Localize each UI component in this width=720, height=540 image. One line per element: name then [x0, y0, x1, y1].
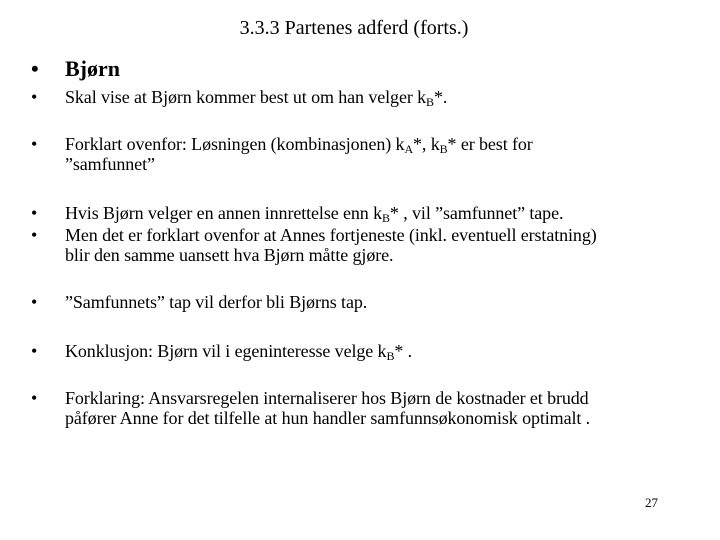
bullet-marker: • [31, 87, 38, 107]
bullet-marker: • [31, 341, 38, 361]
bullet-marker: • [31, 292, 38, 312]
bullet-marker: • [31, 203, 38, 223]
heading-text: Bjørn [65, 56, 120, 81]
bullet-7-text: Forklaring: Ansvarsregelen internaliserer hos Bjørn de kostnader et brudd påfører Anne for det tilfelle at hun handler samfunnsøkonomisk optimalt . [65, 388, 591, 428]
bullet-3-text: Hvis Bjørn velger en annen innrettelse enn $k_B*$ , vil ”samfunnet” tape. [65, 203, 564, 225]
bullet-4-text: Men det er forklart ovenfor at Annes fortjeneste (inkl. eventuell erstatning) blir den samme uansett hva Bjørn måtte gjøre. [65, 225, 597, 265]
bullet-5-text: ”Samfunnets” tap vil derfor bli Bjørns tap. [65, 292, 368, 312]
bullet-marker: • [31, 134, 38, 154]
bullet-6-text: Konklusjon: Bjørn vil i egeninteresse velge $k_B*$ . [65, 341, 413, 363]
page-number: 27 [645, 495, 658, 510]
bullet-1-text: Skal vise at Bjørn kommer best ut om han velger $k_B*$. [65, 87, 448, 109]
slide-title: 3.3.3 Partenes adferd (forts.) [239, 17, 469, 39]
bullet-marker: • [31, 56, 39, 81]
bullet-2-text: Forklart ovenfor: Løsningen (kombinasjonen) $k_A*$, $k_B*$ er best for ”samfunnet” [65, 134, 533, 174]
bullet-marker: • [31, 225, 38, 245]
bullet-marker: • [31, 388, 38, 408]
